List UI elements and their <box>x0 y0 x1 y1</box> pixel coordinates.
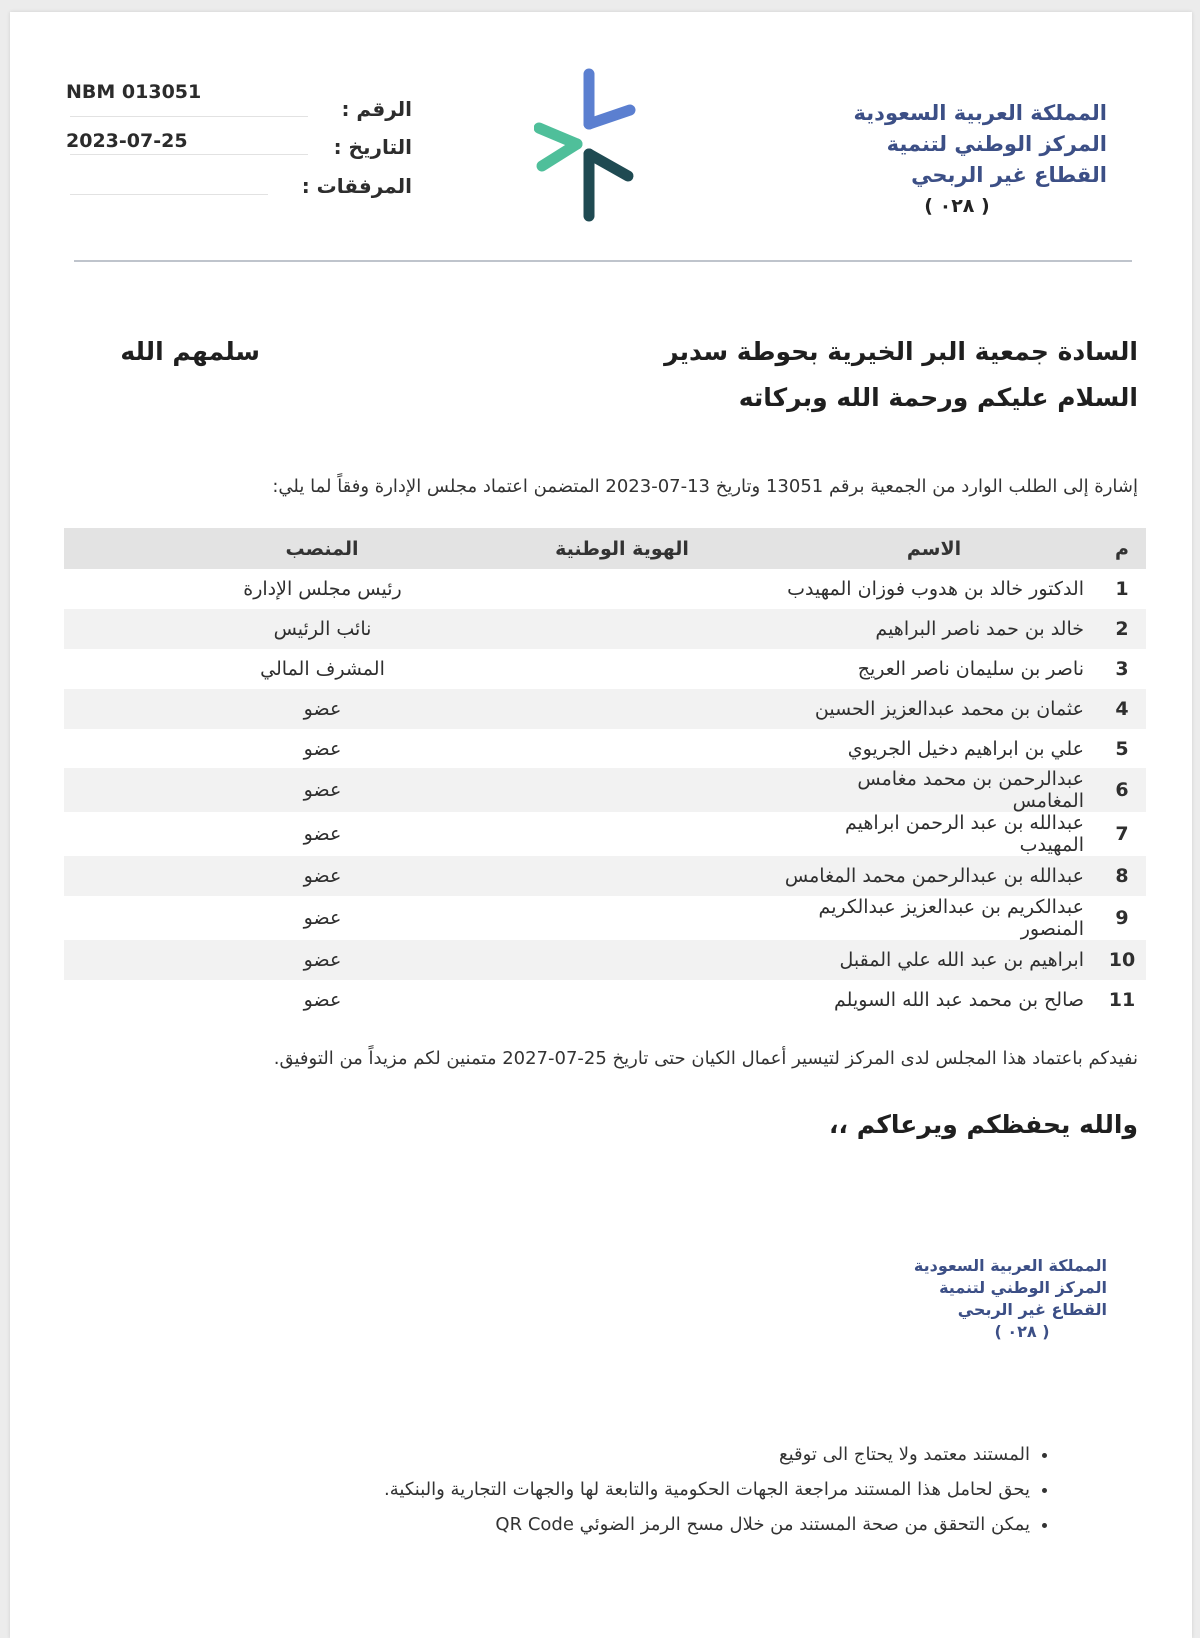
row-id <box>461 649 783 689</box>
row-num: 1 <box>1115 577 1129 600</box>
org-line-center: المركز الوطني لتنمية <box>886 132 1107 156</box>
row-role: عضو <box>303 737 342 760</box>
org-stamp <box>914 1255 1107 1343</box>
note-item: • المستند معتمد ولا يحتاج الى توقيع <box>384 1437 1030 1472</box>
header-id: الهوية الوطنية <box>461 528 783 569</box>
table-row <box>64 768 1146 812</box>
table-row <box>64 812 1146 856</box>
table-row <box>64 609 1146 649</box>
greeting: السلام عليكم ورحمة الله وبركاته <box>738 383 1138 412</box>
table-header-row <box>64 528 1146 569</box>
row-id <box>461 896 783 940</box>
row-num: 2 <box>1098 609 1146 649</box>
number-underline <box>70 116 308 117</box>
row-role: عضو <box>64 689 461 729</box>
attachments-label: المرفقات : <box>301 174 412 198</box>
attachments-underline <box>70 194 268 195</box>
row-id <box>461 768 783 812</box>
row-role: عضو <box>64 856 461 896</box>
row-num: 7 <box>1115 823 1129 846</box>
row-role: نائب الرئيس <box>64 609 461 649</box>
note-item: • يمكن التحقق من صحة المستند من خلال مسح الرمز الضوئي QR Code <box>384 1507 1030 1542</box>
intro-paragraph: إشارة إلى الطلب الوارد من الجمعية برقم 13051 وتاريخ 13-07-2023 المتضمن اعتماد مجلس الإدارة وفقاً لما يلي: <box>272 476 1138 497</box>
row-id <box>461 729 783 769</box>
table-row <box>64 856 1146 896</box>
row-id <box>461 689 783 729</box>
org-code: ( ٠٢٨ ) <box>924 195 990 217</box>
org-header <box>854 98 1107 222</box>
row-id <box>461 856 783 896</box>
row-role: عضو <box>64 940 461 980</box>
row-num: 6 <box>1098 768 1146 812</box>
notes-list <box>384 1437 1052 1542</box>
row-id <box>461 812 783 856</box>
row-name: عبدالله بن عبدالرحمن محمد المغامس <box>783 856 1098 896</box>
table-row <box>64 689 1146 729</box>
row-num: 11 <box>1108 989 1136 1012</box>
table-row <box>64 896 1146 940</box>
note-item: • يحق لحامل هذا المستند مراجعة الجهات الحكومية والتابعة لها والجهات التجارية والبنكية. <box>384 1472 1030 1507</box>
table-row <box>64 980 1146 1020</box>
stamp-line-country: المملكة العربية السعودية <box>913 1256 1107 1275</box>
row-role: رئيس مجلس الإدارة <box>243 577 402 600</box>
addressee: السادة جمعية البر الخيرية بحوطة سدير <box>664 337 1138 366</box>
table-row <box>64 569 1146 609</box>
row-role: عضو <box>64 768 461 812</box>
row-id <box>461 940 783 980</box>
row-name: ناصر بن سليمان ناصر العريج <box>857 657 1084 680</box>
addressee-suffix: سلمهم الله <box>120 337 260 366</box>
stamp-line-sector: القطاع غير الربحي <box>957 1300 1107 1319</box>
org-line-sector: القطاع غير الربحي <box>911 163 1107 187</box>
date-label: التاريخ : <box>333 135 412 159</box>
board-members-table <box>64 528 1146 1020</box>
row-name: عبدالكريم بن عبدالعزيز عبدالكريم المنصور <box>818 896 1084 941</box>
row-num: 4 <box>1098 689 1146 729</box>
table-row <box>64 940 1146 980</box>
row-name: الدكتور خالد بن هدوب فوزان المهيدب <box>787 577 1084 600</box>
table-row <box>64 729 1146 769</box>
row-num: 5 <box>1115 737 1129 760</box>
header-num: م <box>1098 528 1146 569</box>
row-name: عبدالله بن عبد الرحمن ابراهيم المهيدب <box>844 812 1084 857</box>
number-value: NBM 013051 <box>66 81 202 103</box>
row-id <box>461 569 783 609</box>
row-num: 3 <box>1115 657 1129 680</box>
row-role: عضو <box>303 907 342 930</box>
number-label: الرقم : <box>341 97 412 121</box>
row-id <box>461 980 783 1020</box>
row-role: المشرف المالي <box>260 657 385 680</box>
closing-paragraph: نفيدكم باعتماد هذا المجلس لدى المركز لتيسير أعمال الكيان حتى تاريخ 25-07-2027 متمنين لكم مزيداً من التوفيق. <box>273 1048 1138 1069</box>
stamp-line-center: المركز الوطني لتنمية <box>939 1278 1107 1297</box>
row-name: صالح بن محمد عبد الله السويلم <box>834 989 1084 1012</box>
header-divider <box>74 260 1132 262</box>
row-id <box>461 609 783 649</box>
table-row <box>64 649 1146 689</box>
row-num: 9 <box>1115 907 1129 930</box>
row-role: عضو <box>303 989 342 1012</box>
stamp-code: ( ٠٢٨ ) <box>994 1322 1050 1341</box>
header-role: المنصب <box>64 528 461 569</box>
row-num: 8 <box>1098 856 1146 896</box>
row-name: عثمان بن محمد عبدالعزيز الحسين <box>783 689 1098 729</box>
date-underline <box>70 154 308 155</box>
document-page <box>10 12 1192 1638</box>
center-logo-icon <box>534 66 654 226</box>
row-num: 10 <box>1098 940 1146 980</box>
sign-off: والله يحفظكم ويرعاكم ،، <box>829 1110 1138 1139</box>
header-name: الاسم <box>783 528 1098 569</box>
date-value: 2023-07-25 <box>66 130 188 152</box>
row-name: عبدالرحمن بن محمد مغامس المغامس <box>783 768 1098 812</box>
row-role: عضو <box>303 823 342 846</box>
org-line-country: المملكة العربية السعودية <box>853 101 1107 125</box>
row-name: خالد بن حمد ناصر البراهيم <box>783 609 1098 649</box>
row-name: ابراهيم بن عبد الله علي المقبل <box>783 940 1098 980</box>
row-name: علي بن ابراهيم دخيل الجريوي <box>847 737 1084 760</box>
